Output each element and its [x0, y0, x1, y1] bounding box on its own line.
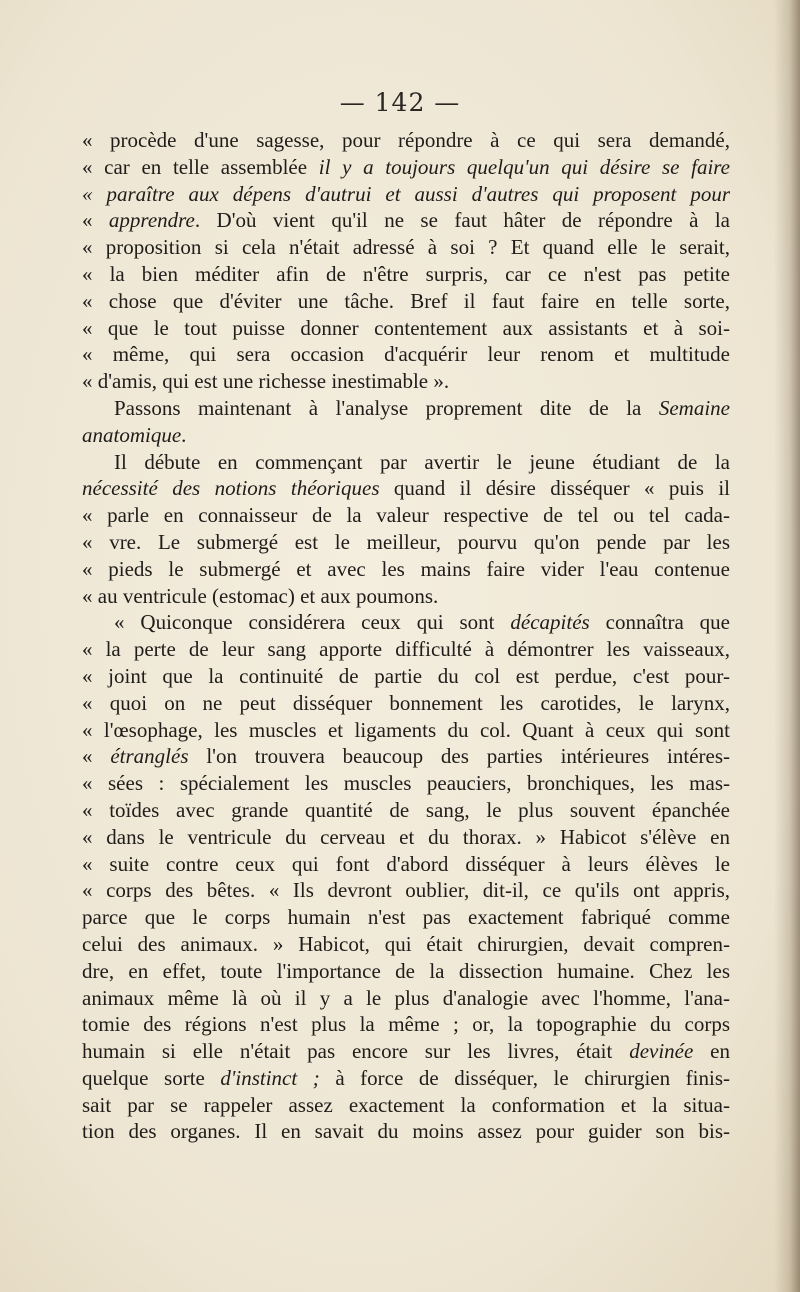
text-segment-after: l'on trouvera beaucoup des parties intérieures intéres- [188, 744, 730, 769]
text-line [82, 368, 730, 395]
text-line [82, 502, 730, 529]
text-line [82, 958, 730, 985]
text-line [82, 341, 730, 368]
italic-segment: d'instinct ; [220, 1065, 320, 1090]
text-line [82, 475, 730, 502]
text-segment: « que le tout puisse donner contentement aux assistants et à soi- [82, 315, 730, 340]
text-line [82, 1092, 730, 1119]
text-line [82, 690, 730, 717]
text-segment-after: en [693, 1039, 730, 1064]
body-text [82, 127, 730, 1145]
text-segment: « même, qui sera occasion d'acquérir leur renom et multitude [82, 342, 730, 367]
text-line [82, 663, 730, 690]
text-line [82, 985, 730, 1012]
text-segment: « vre. Le submergé est le meilleur, pourvu qu'on pende par les [82, 529, 730, 554]
text-segment: « quoi on ne peut disséquer bonnement les carotides, le larynx, [82, 690, 730, 715]
text-line [82, 717, 730, 744]
text-segment: « dans le ventricule du cerveau et du thorax. » Habicot s'élève en [82, 824, 730, 849]
text-segment: « procède d'une sagesse, pour répondre à ce qui sera demandé, [82, 128, 730, 152]
text-segment: animaux même là où il y a le plus d'analogie avec l'homme, l'ana- [82, 985, 730, 1010]
text-segment-after: quand il désire disséquer « puis il [379, 476, 730, 501]
text-segment: « joint que la continuité de partie du col est perdue, c'est pour- [82, 663, 730, 688]
page-number: — 142 — [339, 88, 461, 117]
text-line [82, 797, 730, 824]
text-segment-after: à force de disséquer, le chirurgien finis- [319, 1065, 730, 1090]
text-line [82, 395, 730, 422]
text-segment: « toïdes avec grande quantité de sang, le plus souvent épanchée [82, 797, 730, 822]
text-segment: Il débute en commençant par avertir le jeune étudiant de la [114, 449, 730, 474]
text-line [82, 1065, 730, 1092]
italic-segment: étranglés [110, 744, 189, 769]
text-segment: « suite contre ceux qui font d'abord disséquer à leurs élèves le [82, 851, 730, 876]
text-segment: tomie des régions n'est plus la même ; or, la topographie du corps [82, 1012, 730, 1037]
text-line [82, 904, 730, 931]
text-segment: « au ventricule (estomac) et aux poumons. [82, 583, 439, 608]
text-line [82, 261, 730, 288]
text-line [82, 315, 730, 342]
text-line [82, 181, 730, 208]
text-segment: « [82, 744, 111, 769]
text-line [82, 609, 730, 636]
text-line [82, 1118, 730, 1145]
text-segment-after: . D'où vient qu'il ne se faut hâter de répondre à la [194, 208, 730, 233]
text-segment: celui des animaux. » Habicot, qui était chirurgien, devait compren- [82, 931, 730, 956]
text-segment: « pieds le submergé et avec les mains faire vider l'eau contenue [82, 556, 730, 581]
page-edge-shadow [774, 0, 800, 1292]
text-line [82, 127, 730, 154]
text-segment: « Quiconque considérera ceux qui sont [114, 610, 511, 635]
text-segment: quelque sorte [82, 1065, 221, 1090]
text-segment: « la perte de leur sang apporte difficulté à démontrer les vaisseaux, [82, 637, 730, 662]
text-segment: « [82, 208, 109, 233]
italic-segment: décapités [510, 610, 590, 635]
italic-segment: « paraître aux dépens d'autrui et aussi d'autres qui proposent pour [82, 181, 730, 206]
italic-segment: nécessité des notions théoriques [82, 476, 380, 501]
text-line [82, 1038, 730, 1065]
text-line [82, 449, 730, 476]
text-segment: dre, en effet, toute l'importance de la dissection humaine. Chez les [82, 958, 730, 983]
text-line [82, 529, 730, 556]
text-segment: humain si elle n'était pas encore sur les livres, était [82, 1039, 630, 1064]
italic-segment: devinée [629, 1039, 694, 1064]
italic-segment: il y a toujours quelqu'un qui désire se faire [318, 154, 730, 179]
text-line [82, 207, 730, 234]
text-line [82, 851, 730, 878]
text-line [82, 770, 730, 797]
text-line [82, 583, 730, 610]
text-segment: parce que le corps humain n'est pas exactement fabriqué comme [82, 905, 730, 930]
italic-segment: apprendre [108, 208, 195, 233]
text-segment: « sées : spécialement les muscles peauciers, bronchiques, les mas- [82, 771, 730, 796]
text-line [82, 288, 730, 315]
text-segment: sait par se rappeler assez exactement la conformation et la situa- [82, 1092, 730, 1117]
text-segment-after: connaîtra que [589, 610, 730, 635]
text-segment: « l'œsophage, les muscles et ligaments du col. Quant à ceux qui sont [82, 717, 730, 742]
text-segment: « parle en connaisseur de la valeur respective de tel ou tel cada- [82, 503, 730, 528]
text-line [82, 877, 730, 904]
text-line [82, 422, 730, 449]
text-line [82, 743, 730, 770]
italic-segment: anatomique [82, 422, 182, 447]
text-segment: « la bien méditer afin de n'être surpris, car ce n'est pas petite [82, 261, 730, 286]
text-line [82, 1011, 730, 1038]
text-line [82, 234, 730, 261]
text-segment: « chose que d'éviter une tâche. Bref il faut faire en telle sorte, [82, 288, 730, 313]
text-segment: « d'amis, qui est une richesse inestimable ». [82, 369, 450, 394]
text-segment: « proposition si cela n'était adressé à soi ? Et quand elle le serait, [82, 235, 730, 260]
text-segment: « corps des bêtes. « Ils devront oublier, dit-il, ce qu'ils ont appris, [82, 878, 730, 903]
text-segment: « car en telle assemblée [82, 154, 319, 179]
text-line [82, 931, 730, 958]
text-segment-after: . [181, 422, 187, 447]
text-line [82, 154, 730, 181]
text-line [82, 556, 730, 583]
text-segment: tion des organes. Il en savait du moins assez pour guider son bis- [82, 1119, 730, 1144]
text-segment: Passons maintenant à l'analyse proprement dite de la [114, 395, 659, 420]
text-line [82, 636, 730, 663]
text-line [82, 824, 730, 851]
italic-segment: Semaine [658, 395, 730, 420]
